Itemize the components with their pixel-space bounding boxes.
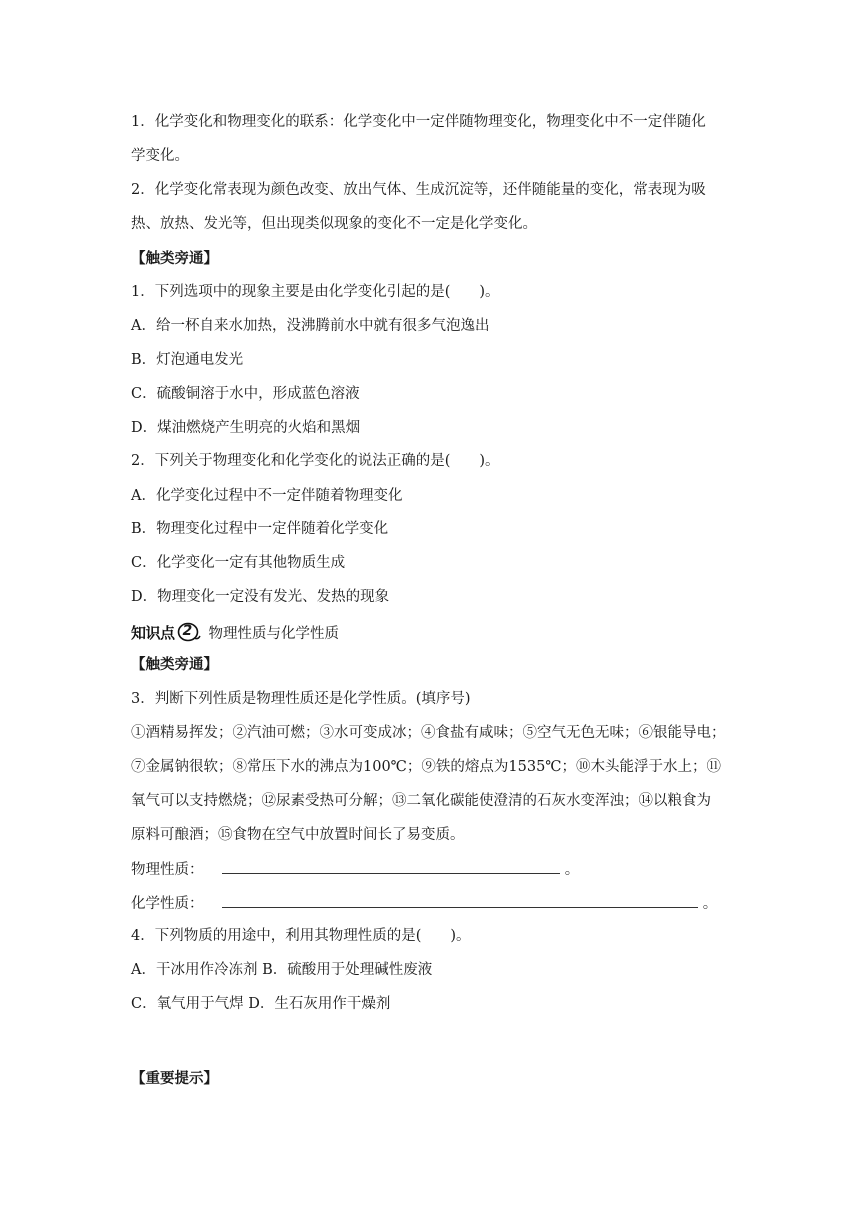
- question-4-stem: 4．下列物质的用途中，利用其物理性质的是( )。: [131, 928, 471, 944]
- note-line-4: 热、放热、发光等，但出现类似现象的变化不一定是化学变化。: [131, 216, 537, 232]
- knowledge-point-heading: [131, 620, 339, 644]
- question-2-option-d: D．物理变化一定没有发光、发热的现象: [131, 589, 390, 605]
- question-4-options-line-2: C．氧气用于气焊 D．生石灰用作干燥剂: [131, 996, 391, 1012]
- knowledge-point-number-badge: [177, 622, 201, 642]
- question-2-option-a: A．化学变化过程中不一定伴随着物理变化: [131, 488, 403, 504]
- chemical-property-blank[interactable]: [222, 893, 698, 908]
- question-3-body-line-4: 原料可酿酒；⑮食物在空气中放置时间长了易变质。: [131, 827, 465, 843]
- knowledge-point-number: 2: [182, 623, 193, 639]
- physical-property-label: 物理性质：: [131, 862, 204, 878]
- knowledge-point-title: 物理性质与化学性质: [208, 625, 340, 642]
- chemical-property-answer-row: [131, 893, 731, 914]
- chemical-property-end-mark: 。: [702, 896, 718, 912]
- question-2-stem: 2．下列关于物理变化和化学变化的说法正确的是( )。: [131, 453, 500, 469]
- chemical-property-label: 化学性质：: [131, 896, 204, 912]
- question-2-option-c: C．化学变化一定有其他物质生成: [131, 555, 346, 571]
- knowledge-point-label: 知识点: [131, 623, 175, 642]
- question-1-option-c: C．硫酸铜溶于水中，形成蓝色溶液: [131, 386, 360, 402]
- physical-property-end-mark: 。: [564, 862, 580, 878]
- question-1-stem: 1．下列选项中的现象主要是由化学变化引起的是( )。: [131, 284, 500, 300]
- question-2-option-b: B．物理变化过程中一定伴随着化学变化: [131, 521, 389, 537]
- question-3-body-line-2: ⑦金属钠很软；⑧常压下水的沸点为100℃；⑨铁的熔点为1535℃；⑩木头能浮于水上；⑪: [131, 759, 722, 775]
- section-header-important-tips: 【重要提示】: [131, 1070, 218, 1087]
- question-4-options-line-1: A．干冰用作冷冻剂 B．硫酸用于处理碱性废液: [131, 962, 433, 978]
- question-3-body-line-3: 氧气可以支持燃烧；⑫尿素受热可分解；⑬二氧化碳能使澄清的石灰水变浑浊；⑭以粮食为: [131, 793, 711, 809]
- physical-property-answer-row: [131, 859, 731, 880]
- section-header-practice-2: 【触类旁通】: [131, 656, 218, 673]
- note-line-2: 学变化。: [131, 148, 189, 164]
- question-1-option-d: D．煤油燃烧产生明亮的火焰和黑烟: [131, 420, 361, 436]
- question-3-body-line-1: ①酒精易挥发；②汽油可燃；③水可变成冰；④食盐有咸味；⑤空气无色无味；⑥银能导电；: [131, 725, 726, 741]
- question-1-option-b: B．灯泡通电发光: [131, 352, 244, 368]
- note-line-3: 2．化学变化常表现为颜色改变、放出气体、生成沉淀等，还伴随能量的变化，常表现为吸: [131, 182, 706, 198]
- note-line-1: 1．化学变化和物理变化的联系：化学变化中一定伴随物理变化，物理变化中不一定伴随化: [131, 114, 706, 130]
- section-header-practice-1: 【触类旁通】: [131, 250, 218, 267]
- physical-property-blank[interactable]: [222, 859, 560, 874]
- question-1-option-a: A．给一杯自来水加热，没沸腾前水中就有很多气泡逸出: [131, 318, 490, 334]
- question-3-stem: 3．判断下列性质是物理性质还是化学性质。(填序号): [131, 691, 471, 707]
